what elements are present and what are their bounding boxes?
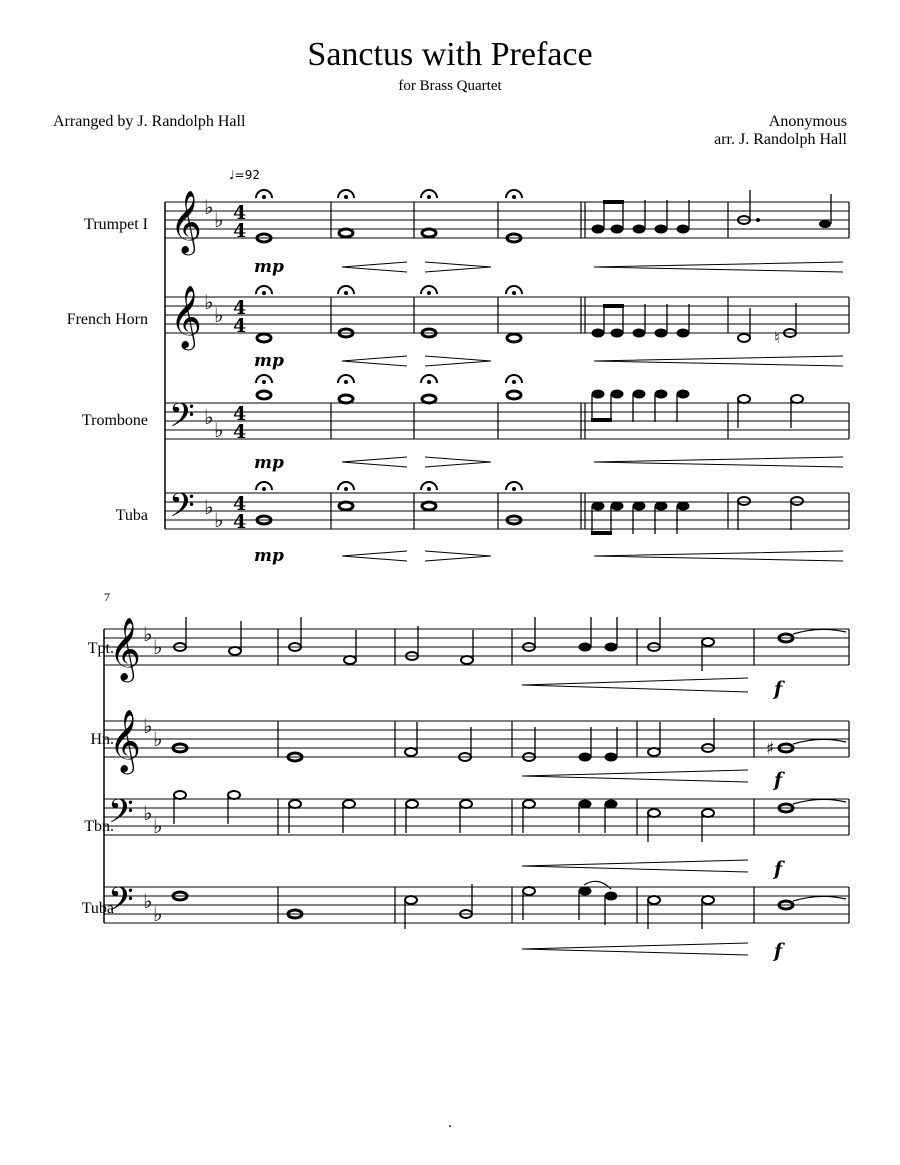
notes-m6	[738, 190, 831, 530]
notes-s2-trumpet	[174, 617, 846, 671]
svg-text:♭: ♭	[143, 714, 153, 738]
bass-clef-icon: 𝄢	[108, 881, 134, 927]
stems-m5	[592, 200, 689, 534]
svg-text:♭: ♭	[153, 727, 163, 751]
instrument-abbr-trumpet: Tpt.	[87, 640, 114, 657]
staff-trumpet-s1	[165, 202, 849, 238]
svg-text:♭: ♭	[153, 902, 163, 926]
bass-clef-icon: 𝄢	[169, 487, 195, 533]
svg-text:♭: ♭	[153, 814, 163, 838]
score-title: Sanctus with Preface	[307, 36, 593, 73]
treble-clef-icon: 𝄞	[170, 190, 202, 253]
staff-trombone-s1	[165, 403, 849, 439]
svg-text:4: 4	[233, 315, 247, 337]
svg-text:♯: ♯	[766, 739, 775, 759]
bass-clef-icon: 𝄢	[169, 397, 195, 443]
svg-text:♭: ♭	[143, 622, 153, 646]
instrument-abbr-tuba: Tuba	[81, 900, 114, 917]
arrangement-credit: arr. J. Randolph Hall	[714, 131, 847, 148]
bass-clef-icon: 𝄢	[108, 793, 134, 839]
svg-text:♭: ♭	[143, 801, 153, 825]
barlines-s2	[104, 629, 849, 923]
tempo-value: =92	[234, 168, 260, 182]
staff-tuba-s2	[104, 887, 849, 923]
dynamic-marking: mp	[254, 546, 284, 566]
dynamic-marking: f	[774, 858, 783, 880]
page-footer: .	[447, 1115, 453, 1131]
arranger-credit: Arranged by J. Randolph Hall	[53, 113, 246, 130]
svg-text:4: 4	[233, 297, 247, 319]
svg-text:♭: ♭	[204, 290, 214, 314]
svg-text:♭: ♭	[143, 889, 153, 913]
svg-text:♭: ♭	[214, 418, 224, 442]
svg-text:4: 4	[233, 511, 247, 533]
svg-text:♭: ♭	[214, 303, 224, 327]
staff-trumpet-s2	[104, 629, 849, 665]
fermata-icons	[256, 190, 522, 490]
staff-trombone-s2	[104, 799, 849, 835]
svg-text:♭: ♭	[214, 508, 224, 532]
svg-text:4: 4	[233, 421, 247, 443]
instrument-name-trumpet: Trumpet I	[84, 216, 148, 233]
svg-text:♭: ♭	[214, 208, 224, 232]
instrument-name-horn: French Horn	[66, 311, 148, 328]
dynamic-marking: mp	[254, 351, 284, 371]
instrument-abbr-trombone: Tbn.	[84, 818, 114, 835]
svg-text:♭: ♭	[204, 405, 214, 429]
treble-clef-icon: 𝄞	[109, 709, 141, 772]
svg-text:♮: ♮	[774, 328, 780, 347]
dynamic-marking: mp	[254, 257, 284, 277]
svg-text:4: 4	[233, 493, 247, 515]
time-signature	[233, 202, 246, 533]
score-subtitle: for Brass Quartet	[398, 78, 502, 94]
quarter-note-icon: ♩	[229, 168, 235, 182]
svg-text:4: 4	[233, 220, 247, 242]
svg-text:4: 4	[233, 403, 247, 425]
beams-m5	[591, 200, 624, 535]
instrument-name-tuba: Tuba	[115, 507, 148, 524]
staff-horn-s1	[165, 297, 849, 333]
instrument-name-trombone: Trombone	[81, 412, 148, 429]
svg-text:♭: ♭	[204, 195, 214, 219]
treble-clef-icon: 𝄞	[109, 617, 141, 680]
dynamic-marking: mp	[254, 453, 284, 473]
instrument-abbr-horn: Hn.	[90, 731, 114, 748]
dynamic-marking: f	[774, 769, 783, 791]
whole-notes-s1	[257, 229, 521, 524]
svg-text:4: 4	[233, 202, 247, 224]
composer-name: Anonymous	[768, 113, 847, 130]
treble-clef-icon: 𝄞	[170, 285, 202, 348]
dynamic-marking: f	[774, 940, 783, 962]
svg-text:♭: ♭	[204, 495, 214, 519]
measure-number: 7	[104, 590, 110, 604]
staff-horn-s2	[104, 721, 849, 757]
svg-text:♭: ♭	[153, 635, 163, 659]
dynamic-marking: f	[774, 678, 783, 700]
